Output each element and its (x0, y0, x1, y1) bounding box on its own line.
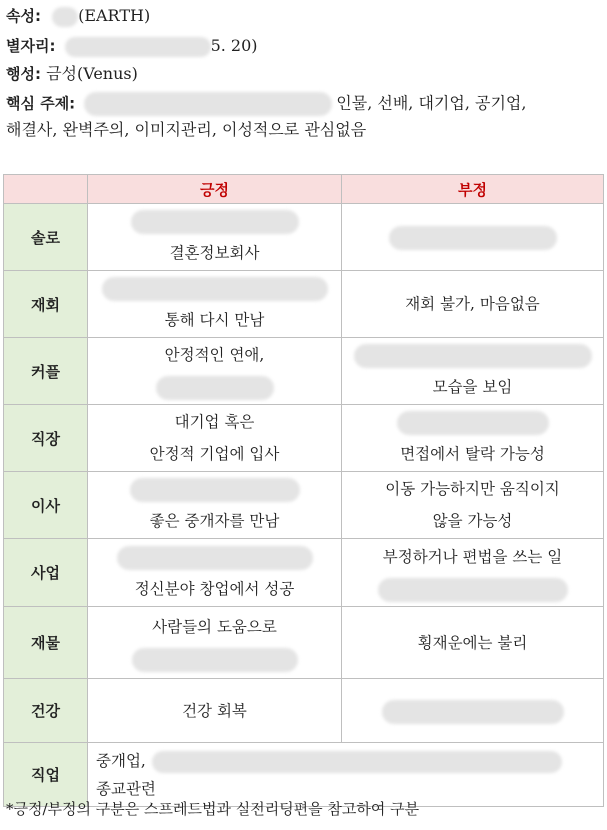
cell-line: 횡재운에는 불리 (417, 633, 528, 652)
topics-value-line2: 해결사, 완벽주의, 이미지관리, 이성적으로 관심없음 (6, 120, 367, 139)
cell-line (88, 371, 341, 403)
cell-line: 않을 가능성 (432, 512, 513, 530)
table-row (4, 679, 604, 743)
cell-line (342, 339, 603, 371)
negative-cell (342, 472, 604, 539)
table-row (4, 204, 604, 271)
negative-cell (342, 271, 604, 338)
footnote: *긍정/부정의 구분은 스프레드법과 실전리딩편을 참고하여 구분 (6, 800, 420, 818)
planet-line (6, 64, 138, 84)
row-category: 사업 (4, 539, 88, 607)
redacted-block (102, 277, 328, 301)
cell-line (342, 573, 603, 605)
cell-line: 모습을 보임 (432, 378, 513, 396)
table-row (4, 539, 604, 607)
cell-line (88, 473, 341, 505)
header-blank (4, 175, 88, 204)
negative-cell (342, 204, 604, 271)
table-row (4, 743, 604, 807)
cell-line (88, 205, 341, 237)
zodiac-label: 별자리: (6, 37, 56, 55)
element-value: (EARTH) (78, 6, 151, 25)
positive-cell (88, 607, 342, 679)
redacted-block (117, 546, 313, 570)
positive-cell (88, 271, 342, 338)
row-category: 재회 (4, 271, 88, 338)
negative-cell (342, 539, 604, 607)
row-category: 직업 (4, 743, 88, 807)
row-category: 재물 (4, 607, 88, 679)
row-category: 이사 (4, 472, 88, 539)
table-row (4, 405, 604, 472)
negative-cell (342, 607, 604, 679)
zodiac-line (6, 36, 258, 57)
redacted-block (354, 344, 592, 368)
cell-line: 재회 불가, 마음없음 (405, 295, 540, 313)
redacted-block (397, 411, 549, 435)
redacted-block (152, 751, 562, 773)
positive-cell (88, 204, 342, 271)
planet-label: 행성: (6, 65, 41, 83)
cell-line: 대기업 혹은 (174, 413, 255, 431)
cell-line: 통해 다시 만남 (164, 311, 265, 329)
zodiac-value: 5. 20) (210, 36, 258, 55)
positive-cell (88, 472, 342, 539)
redacted-block (131, 210, 299, 234)
topics-value-line1: 인물, 선배, 대기업, 공기업, (336, 93, 527, 113)
tarot-meaning-table (3, 174, 604, 807)
negative-cell (342, 338, 604, 405)
topics-label: 핵심 주제: (6, 94, 76, 113)
topics-line-2 (6, 120, 366, 140)
table-row (4, 271, 604, 338)
header-positive: 긍정 (88, 175, 342, 204)
redacted-block (130, 478, 300, 502)
cell-line: 좋은 중개자를 만남 (149, 512, 280, 530)
cell-line (88, 643, 341, 675)
cell-line: 안정적인 연애, (164, 346, 265, 364)
cell-line: 안정적 기업에 입사 (149, 445, 280, 463)
cell-line: 결혼정보회사 (169, 244, 260, 262)
cell-line (342, 406, 603, 438)
row-category: 솔로 (4, 204, 88, 271)
table-row (4, 472, 604, 539)
table-header-row (4, 175, 604, 204)
planet-value: 금성(Venus) (46, 64, 138, 83)
cell-line (88, 541, 341, 573)
cell-line (96, 747, 603, 775)
positive-cell (88, 338, 342, 405)
positive-cell (88, 539, 342, 607)
topics-line (6, 92, 526, 116)
job-line1: 중개업, (96, 751, 146, 770)
redacted-block (389, 226, 557, 250)
redacted-block (156, 376, 274, 400)
row-category: 직장 (4, 405, 88, 472)
cell-line: 부정하거나 편법을 쓰는 일 (382, 547, 563, 566)
table-row (4, 607, 604, 679)
cell-line: 건강 회복 (182, 701, 247, 720)
table-row (4, 338, 604, 405)
row-category: 커플 (4, 338, 88, 405)
cell-line: 정신분야 창업에서 성공 (134, 579, 295, 598)
redacted-block (65, 37, 211, 57)
redacted-block (84, 92, 332, 116)
cell-line (342, 221, 603, 253)
row-category: 건강 (4, 679, 88, 743)
redacted-block (132, 648, 298, 672)
negative-cell (342, 679, 604, 743)
cell-line: 이동 가능하지만 움직이지 (385, 480, 560, 498)
cell-line: 사람들의 도움으로 (152, 617, 277, 636)
header-negative: 부정 (342, 175, 604, 204)
merged-cell (88, 743, 604, 807)
cell-line: 면접에서 탈락 가능성 (400, 445, 545, 463)
positive-cell (88, 405, 342, 472)
element-line (6, 6, 150, 27)
positive-cell (88, 679, 342, 743)
element-label: 속성: (6, 7, 41, 25)
cell-line: 종교관련 (96, 779, 156, 798)
negative-cell (342, 405, 604, 472)
cell-line (88, 272, 341, 304)
redacted-block (382, 700, 564, 724)
redacted-block (378, 578, 568, 602)
cell-line (342, 695, 603, 727)
redacted-block (52, 7, 78, 27)
